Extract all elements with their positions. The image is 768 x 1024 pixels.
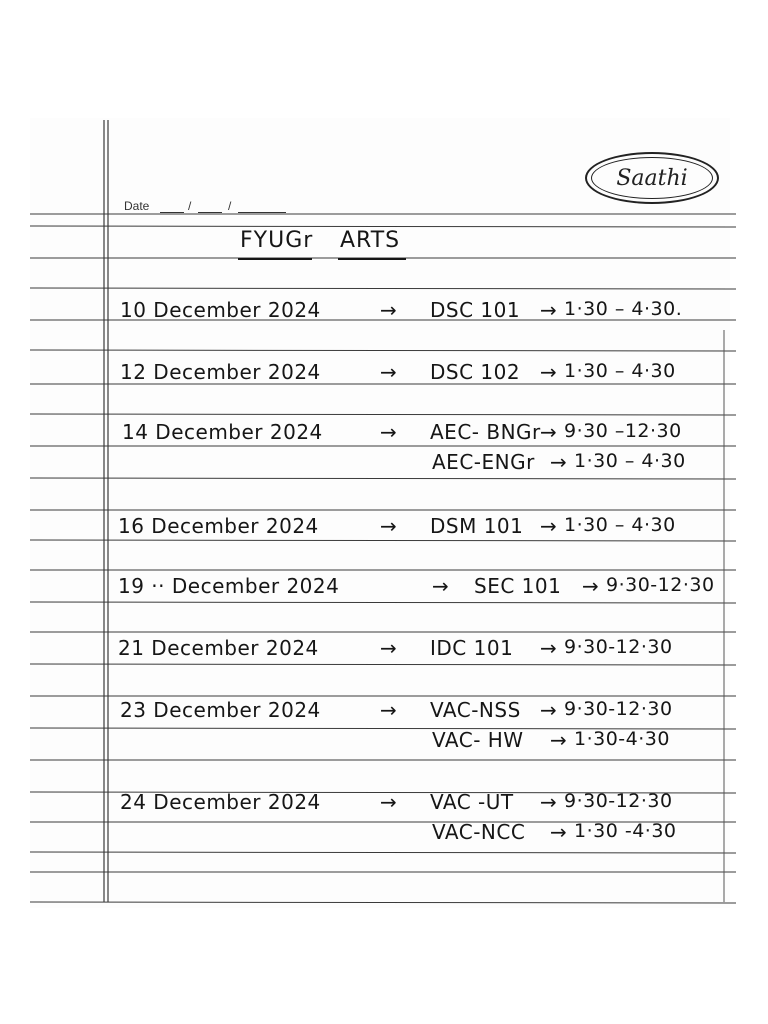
exam-paper: AEC-ENGr xyxy=(432,450,535,474)
title-underline xyxy=(238,258,312,260)
exam-paper: VAC-NSS xyxy=(430,698,521,722)
exam-time: 1·30 – 4·30 xyxy=(564,360,676,382)
arrow-icon: → xyxy=(540,698,558,722)
ruled-line xyxy=(30,902,736,903)
arrow-icon: → xyxy=(550,450,568,474)
exam-time: 9·30-12·30 xyxy=(606,574,715,596)
exam-time: 9·30-12·30 xyxy=(564,790,673,812)
exam-time: 9·30-12·30 xyxy=(564,698,673,720)
arrow-icon: → xyxy=(550,820,568,844)
exam-time: 1·30 – 4·30 xyxy=(564,514,676,536)
exam-paper: AEC- BNGr xyxy=(430,420,541,444)
arrow-icon: → xyxy=(380,636,398,660)
arrow-icon: → xyxy=(380,790,398,814)
exam-paper: VAC-NCC xyxy=(432,820,526,844)
arrow-icon: → xyxy=(380,420,398,444)
exam-time: 1·30-4·30 xyxy=(574,728,670,750)
arrow-icon: → xyxy=(540,636,558,660)
exam-paper: DSC 101 xyxy=(430,298,521,322)
arrow-icon: → xyxy=(432,574,450,598)
date-month-blank xyxy=(198,212,222,213)
date-day-blank xyxy=(160,212,184,213)
exam-date: 21 December 2024 xyxy=(118,636,319,660)
exam-date: 16 December 2024 xyxy=(118,514,319,538)
exam-date: 19 ·· December 2024 xyxy=(118,574,340,598)
title-part1: FYUGr xyxy=(240,228,314,253)
arrow-icon: → xyxy=(540,420,558,444)
arrow-icon: → xyxy=(540,360,558,384)
arrow-icon: → xyxy=(582,574,600,598)
exam-time: 1·30 – 4·30. xyxy=(564,298,683,320)
brand-name: Saathi xyxy=(591,157,713,199)
exam-time: 1·30 -4·30 xyxy=(574,820,677,842)
exam-time: 9·30 –12·30 xyxy=(564,420,682,442)
exam-paper: VAC- HW xyxy=(432,728,524,752)
arrow-icon: → xyxy=(550,728,568,752)
exam-time: 9·30-12·30 xyxy=(564,636,673,658)
exam-time: 1·30 – 4·30 xyxy=(574,450,686,472)
exam-date: 23 December 2024 xyxy=(120,698,321,722)
ruled-line xyxy=(30,350,736,351)
ruled-line xyxy=(30,478,736,479)
date-slash: / xyxy=(188,199,192,213)
ruled-line xyxy=(30,414,736,415)
exam-date: 10 December 2024 xyxy=(120,298,321,322)
title-part2: ARTS xyxy=(340,228,401,253)
arrow-icon: → xyxy=(380,514,398,538)
ruled-line xyxy=(30,288,736,289)
ruled-line xyxy=(30,602,736,603)
brand-logo xyxy=(585,152,719,204)
title-underline xyxy=(338,258,406,260)
ruled-line xyxy=(30,664,736,665)
ruled-line xyxy=(30,852,736,853)
exam-paper: DSC 102 xyxy=(430,360,521,384)
arrow-icon: → xyxy=(380,698,398,722)
date-slash: / xyxy=(228,199,232,213)
ruled-line xyxy=(30,540,736,541)
exam-date: 12 December 2024 xyxy=(120,360,321,384)
exam-paper: DSM 101 xyxy=(430,514,524,538)
date-label: Date xyxy=(124,199,150,213)
date-year-blank xyxy=(238,212,286,213)
arrow-icon: → xyxy=(380,298,398,322)
exam-paper: IDC 101 xyxy=(430,636,514,660)
ruled-line xyxy=(30,226,736,227)
arrow-icon: → xyxy=(540,298,558,322)
exam-date: 24 December 2024 xyxy=(120,790,321,814)
exam-date: 14 December 2024 xyxy=(122,420,323,444)
exam-paper: VAC -UT xyxy=(430,790,514,814)
arrow-icon: → xyxy=(380,360,398,384)
arrow-icon: → xyxy=(540,514,558,538)
exam-paper: SEC 101 xyxy=(474,574,562,598)
arrow-icon: → xyxy=(540,790,558,814)
